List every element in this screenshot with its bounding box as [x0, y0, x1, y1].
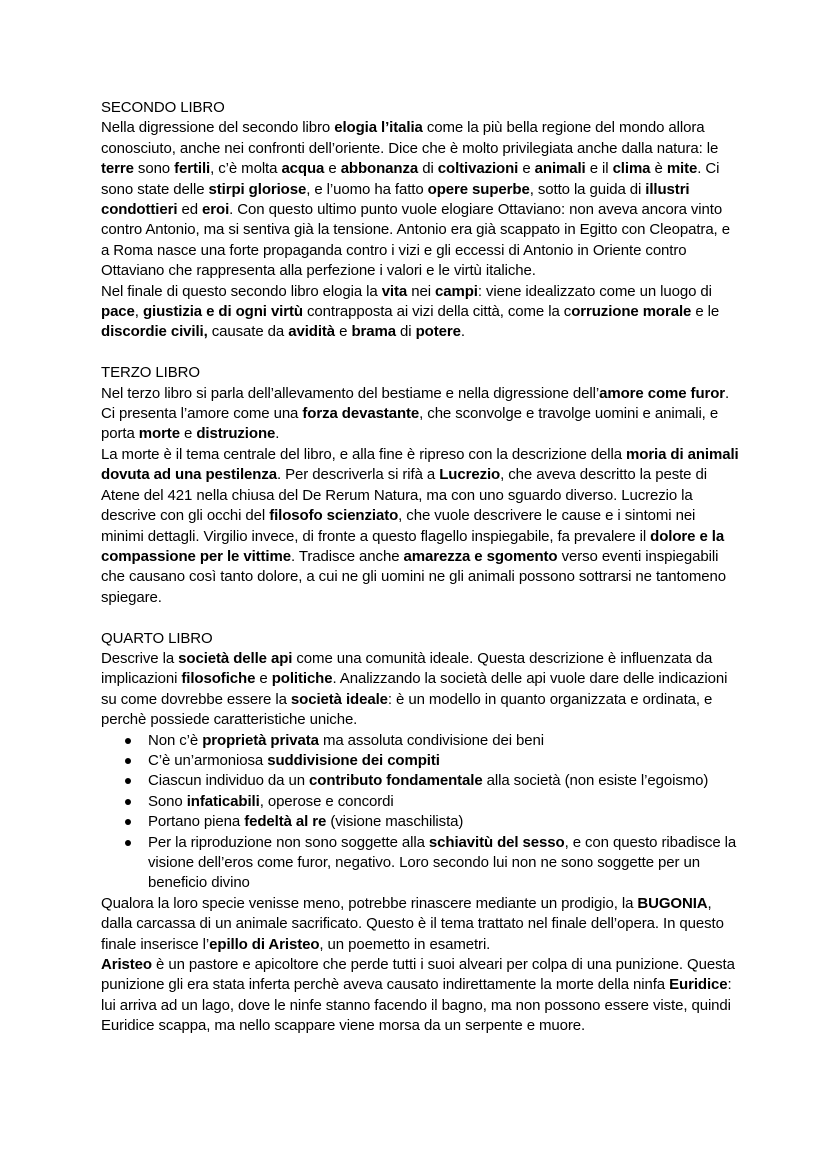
text-run: e [179, 425, 197, 443]
text-run: sono [133, 160, 175, 178]
text-run: nei [407, 282, 435, 300]
paragraph [101, 649, 741, 731]
bold-text: coltivazioni [437, 160, 519, 178]
text-run: , che sconvolge e travolge uomini e animali, e porta [101, 405, 719, 443]
text-run: : viene idealizzato come un luogo di [477, 282, 712, 300]
text-run: come una comunità ideale. Questa descrizione è influenzata da implicazioni [101, 649, 713, 688]
bold-text: società delle api [178, 649, 293, 667]
bold-text: animali [534, 160, 586, 178]
bullet-item [101, 833, 741, 894]
text-run: : lui arriva ad un lago, dove le ninfe stanno facendo il bagno, ma non possono essere viste, quindi Euridice scappa, ma nello scappare viene morsa da un serpente e muore. [101, 976, 732, 1035]
text-run: Sono [148, 792, 187, 810]
text-run: Non c’è [148, 731, 203, 749]
bullet-list [101, 731, 741, 894]
bold-text: distruzione [196, 425, 276, 443]
bold-text: schiavitù del sesso [428, 833, 565, 851]
text-run: , che vuole descrivere le cause e i sintomi nei minimi dettagli. Virgilio invece, di fronte a questo flagello inspiegabile, fa prevalere il [101, 507, 696, 545]
bullet-text [148, 793, 394, 810]
text-run: Descrive la [101, 649, 179, 667]
text-run: e [255, 670, 272, 688]
text-run: C’è un’armoniosa [148, 751, 268, 769]
text-run: , dalla carcassa di un animale sacrificato. Questo è il tema trattato nel finale dell’opera. In questo finale inserisce l’ [101, 894, 724, 953]
text-run: . Con questo ultimo punto vuole elogiare Ottaviano: non aveva ancora vinto contro Antonio, ma si sentiva già la tensione. Antonio era già scappato in Egitto con Cleopatra, e a Roma nasce una forte propaganda contro i vizi e gli eccessi di Antonio in Oriente contro Ottaviano che rappresenta alla perfezione i valori e le virtù italiche. [101, 201, 730, 280]
bullet-item [101, 812, 741, 832]
paragraph [101, 118, 741, 281]
text-run: Per la riproduzione non sono soggette alla [148, 833, 429, 851]
bold-text: epillo di Aristeo [209, 935, 320, 953]
text-run: Portano piena [148, 813, 245, 831]
text-run: ed [177, 201, 203, 219]
bullet-item [101, 792, 741, 812]
text-run: alla società (non esiste l’egoismo) [482, 772, 709, 790]
bold-text: vita [381, 282, 408, 300]
bold-text: avidità [288, 323, 336, 341]
text-run: , e l’uomo ha fatto [306, 180, 428, 198]
bullet-item [101, 731, 741, 751]
text-run: Nella digressione del secondo libro [101, 119, 335, 137]
bold-text: morte [138, 425, 180, 443]
bold-text: discordie civili, [101, 323, 208, 341]
bold-text: elogia l’italia [334, 119, 423, 137]
text-run: La morte è il tema centrale del libro, e alla fine è ripreso con la descrizione della [101, 445, 627, 463]
text-run: Ciascun individuo da un [148, 772, 310, 790]
bullet-text [148, 752, 440, 769]
bullet-text [148, 834, 736, 892]
text-run: , un poemetto in esametri. [319, 935, 491, 953]
bold-text: filosofo scienziato [269, 507, 399, 525]
bold-text: infaticabili [186, 792, 260, 810]
text-run: è un pastore e apicoltore che perde tutti i suoi alveari per colpa di una punizione. Questa punizione gli era stata inferta perchè aveva causato indirettamente la morte della ninfa [101, 956, 735, 994]
section-spacer [101, 608, 741, 628]
text-run: , e con questo ribadisce la visione dell’eros come furor, negativo. Loro secondo lui non ne sono soggette per un beneficio divino [148, 833, 737, 892]
paragraph [101, 384, 741, 445]
bullet-icon [125, 778, 131, 784]
bold-text: politiche [271, 670, 333, 688]
text-run: e [335, 323, 352, 341]
bold-text: pace [101, 303, 135, 321]
bold-text: contributo fondamentale [309, 772, 483, 790]
bold-text: clima [612, 160, 651, 178]
bold-text: acqua [281, 160, 325, 178]
bullet-text [148, 732, 544, 749]
section-spacer [101, 343, 741, 363]
bullet-text [148, 813, 463, 830]
bullet-icon [125, 840, 131, 846]
text-run: . Analizzando la società delle api vuole dare delle indicazioni su come dovrebbe essere la [101, 670, 728, 708]
text-run: Nel terzo libro si parla dell’allevamento del bestiame e nella digressione dell’ [101, 384, 600, 402]
paragraph [101, 955, 741, 1037]
text-run: di [395, 323, 416, 341]
text-run: . Per descriverla si rifà a [276, 466, 440, 484]
text-run: . [275, 425, 280, 443]
bold-text: fertili [174, 160, 211, 178]
text-run: (visione maschilista) [326, 813, 464, 831]
bold-text: opere superbe [427, 180, 530, 198]
paragraph [101, 894, 741, 955]
text-run: , [134, 303, 143, 321]
bold-text: eroi [202, 201, 230, 219]
section-heading-secondo-libro: SECONDO LIBRO [101, 99, 225, 116]
bold-text: abbonanza [340, 160, 419, 178]
text-run: . [460, 323, 465, 341]
text-run: Qualora la loro specie venisse meno, potrebbe rinascere mediante un prodigio, la [101, 894, 638, 912]
text-run: contrapposta ai vizi della città, come la c [302, 303, 572, 321]
bold-text: suddivisione dei compiti [267, 751, 440, 769]
text-run: come la più bella regione del mondo allora conosciuto, anche nei confronti dell’oriente. Dice che è molto privilegiata anche dalla natura: le [101, 119, 719, 157]
text-run: verso eventi inspiegabili che causano così tanto dolore, a cui ne gli uomini ne gli animali possono sottrarsi ne tantomeno spiegare. [101, 547, 726, 606]
text-run: ma assoluta condivisione dei beni [318, 731, 544, 749]
bold-text: Lucrezio [439, 466, 501, 484]
bold-text: illustri condottieri [101, 180, 690, 219]
text-run: causate da [207, 323, 289, 341]
section-heading-quarto-libro: QUARTO LIBRO [101, 629, 213, 647]
text-run: è [650, 160, 667, 178]
text-run: e [518, 160, 535, 178]
text-run: , operose e concordi [259, 792, 394, 810]
paragraph [101, 282, 741, 343]
text-run: Nel finale di questo secondo libro elogia la [101, 282, 382, 300]
bold-text: moria di animali dovuta ad una pestilenza [101, 445, 739, 484]
bold-text: orruzione morale [571, 303, 692, 321]
text-run: . Ci presenta l’amore come una [101, 384, 730, 423]
bold-text: terre [101, 160, 134, 178]
text-run: di [418, 160, 438, 178]
bold-text: proprietà privata [202, 731, 319, 749]
bold-text: BUGONIA [637, 894, 708, 912]
bullet-icon [125, 738, 131, 744]
bullet-item [101, 751, 741, 771]
bullet-icon [125, 819, 131, 825]
bold-text: stirpi gloriose [208, 180, 307, 198]
text-run: . Tradisce anche [290, 547, 404, 565]
paragraph [101, 445, 741, 608]
bullet-icon [125, 799, 131, 805]
bold-text: potere [415, 323, 461, 341]
document-content [101, 98, 741, 1037]
bold-text: dolore e la compassione per le vittime [101, 527, 725, 565]
text-run: , che aveva descritto la peste di Atene del 421 nella chiusa del De Rerum Natura, ma con uno sguardo diverso. Lucrezio la descrive con gli occhi del [101, 466, 707, 525]
section-heading-terzo-libro: TERZO LIBRO [101, 364, 200, 382]
bold-text: mite [666, 160, 698, 178]
text-run: e il [585, 160, 613, 178]
bold-text: Aristeo [101, 956, 152, 974]
bullet-item [101, 771, 741, 791]
bold-text: amarezza e sgomento [403, 547, 558, 565]
text-run: , c’è molta [210, 160, 282, 178]
text-run: : è un modello in quanto organizzata e ordinata, e perchè possiede caratteristiche uniche. [101, 690, 713, 729]
bold-text: filosofiche [181, 670, 256, 688]
bold-text: forza devastante [302, 405, 420, 423]
text-run: e le [691, 303, 720, 321]
bold-text: campi [435, 282, 478, 300]
bold-text: Euridice [669, 976, 728, 994]
bold-text: fedeltà al re [244, 813, 327, 831]
bold-text: società ideale [290, 690, 388, 708]
bullet-icon [125, 758, 131, 764]
text-run: , sotto la guida di [529, 180, 646, 198]
bold-text: brama [351, 323, 396, 341]
text-run: e [324, 160, 341, 178]
bold-text: giustizia e di ogni virtù [142, 303, 303, 321]
bold-text: amore come furor [599, 384, 726, 402]
text-run: . Ci sono state delle [101, 160, 720, 198]
bullet-text [148, 772, 708, 789]
